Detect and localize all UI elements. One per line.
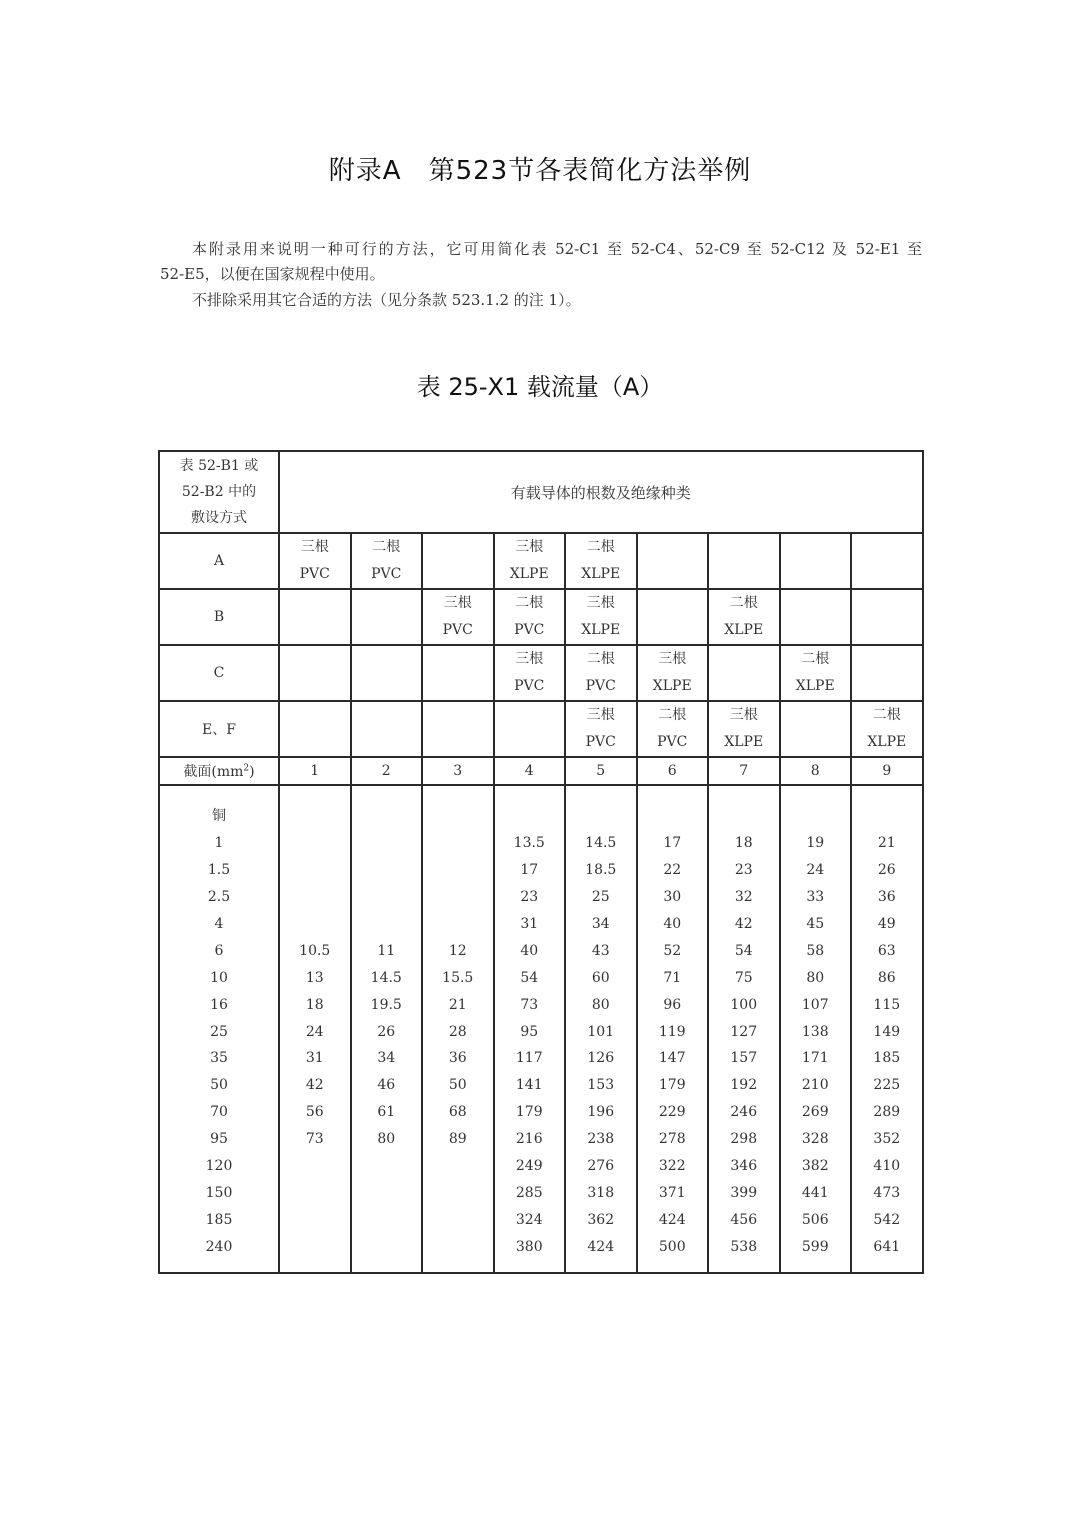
ampacity-value: 14.5: [585, 834, 617, 851]
conductor-count: [352, 646, 422, 673]
ampacity-value: 26: [877, 861, 896, 878]
method-cell: [422, 645, 494, 701]
ampacity-value: 17: [663, 834, 682, 851]
insulation-type: [852, 673, 922, 700]
ampacity-value: 23: [520, 888, 539, 905]
ampacity-value: 157: [730, 1050, 758, 1067]
insulation-type: [423, 561, 493, 588]
method-cell: [780, 701, 852, 757]
insulation-type: [352, 617, 422, 644]
insulation-type: [781, 617, 851, 644]
ampacity-value: 298: [730, 1131, 758, 1148]
ampacity-value: 246: [730, 1104, 758, 1121]
ampacity-value: 599: [801, 1239, 829, 1256]
conductor-count: 三根: [300, 539, 329, 555]
conductor-count: [280, 590, 350, 617]
conductor-count: [280, 702, 350, 729]
ampacity-value: 126: [587, 1050, 615, 1067]
method-cell: [422, 701, 494, 757]
ampacity-value: 179: [658, 1077, 686, 1094]
ampacity-value: 42: [305, 1077, 324, 1094]
header-method-line: 52-B2 中的: [181, 484, 257, 500]
insulation-type: PVC: [371, 566, 402, 582]
section-value: 1.5: [207, 861, 231, 878]
conductor-count: 三根: [729, 707, 758, 723]
ampacity-value: 362: [587, 1212, 615, 1229]
ampacity-value: 19: [806, 834, 825, 851]
ampacity-value: 50: [448, 1077, 467, 1094]
method-cell: [279, 645, 351, 701]
ampacity-value: 115: [873, 996, 901, 1013]
method-cell: [851, 645, 923, 701]
intro-paragraph-2: 不排除采用其它合适的方法（见分条款 523.1.2 的注 1）。: [192, 291, 581, 309]
conductor-count: 二根: [658, 707, 687, 723]
section-value: 1: [214, 834, 224, 851]
insulation-type: XLPE: [795, 678, 835, 694]
ampacity-value: 95: [520, 1023, 539, 1040]
ampacity-value: 19.5: [370, 996, 402, 1013]
ampacity-value: 473: [873, 1185, 901, 1202]
ampacity-value: 80: [377, 1131, 396, 1148]
method-cell: [708, 533, 780, 589]
method-cell: [708, 645, 780, 701]
section-value: 185: [205, 1212, 233, 1229]
conductor-count: 二根: [586, 651, 615, 667]
conductor-count: 二根: [872, 707, 901, 723]
method-cell: [565, 533, 637, 589]
ampacity-value: 32: [734, 888, 753, 905]
method-cell: [851, 701, 923, 757]
ampacity-value: 318: [587, 1185, 615, 1202]
ampacity-value: 138: [801, 1023, 829, 1040]
conductor-count: [423, 534, 493, 561]
column-number: 7: [708, 757, 780, 785]
method-cell: [565, 645, 637, 701]
insulation-type: [423, 729, 493, 756]
ampacity-value: 100: [730, 996, 758, 1013]
method-cell: [494, 645, 566, 701]
ampacity-value: 641: [873, 1239, 901, 1256]
ampacity-value: 31: [520, 915, 539, 932]
ampacity-value: 153: [587, 1077, 615, 1094]
ampacity-value: 43: [591, 942, 610, 959]
ampacity-value: 40: [520, 942, 539, 959]
ampacity-value: 371: [658, 1185, 686, 1202]
insulation-type: [638, 617, 708, 644]
insulation-type: XLPE: [509, 566, 549, 582]
ampacity-column: [351, 785, 423, 1273]
data-row: [159, 785, 923, 1273]
method-row: [159, 645, 923, 701]
spacer: [781, 803, 851, 830]
conductor-count: 二根: [515, 595, 544, 611]
ampacity-value: 119: [658, 1023, 686, 1040]
ampacity-value: 73: [305, 1131, 324, 1148]
column-number: 5: [565, 757, 637, 785]
ampacity-value: 40: [663, 915, 682, 932]
conductor-count: 三根: [515, 651, 544, 667]
insulation-type: PVC: [442, 622, 473, 638]
ampacity-value: 49: [877, 915, 896, 932]
column-number-row: [159, 757, 923, 785]
ampacity-value: 538: [730, 1239, 758, 1256]
ampacity-value: 179: [515, 1104, 543, 1121]
ampacity-column: [494, 785, 566, 1273]
ampacity-value: 28: [448, 1023, 467, 1040]
ampacity-value: 54: [520, 969, 539, 986]
ampacity-value: 75: [734, 969, 753, 986]
method-cell: [851, 589, 923, 645]
conductor-count: [781, 590, 851, 617]
ampacity-value: 456: [730, 1212, 758, 1229]
column-number: 8: [780, 757, 852, 785]
insulation-type: [709, 561, 779, 588]
page-title: 附录A 第523节各表简化方法举例: [328, 156, 752, 186]
section-value: 6: [214, 942, 224, 959]
column-number: 9: [851, 757, 923, 785]
ampacity-value: 33: [806, 888, 825, 905]
ampacity-value: 21: [877, 834, 896, 851]
ampacity-value: 17: [520, 861, 539, 878]
ampacity-value: 18: [305, 996, 324, 1013]
ampacity-value: 56: [305, 1104, 324, 1121]
method-cell: [637, 645, 709, 701]
conductor-count: [852, 534, 922, 561]
ampacity-value: 171: [801, 1050, 829, 1067]
header-method-line: 表 52-B1 或: [179, 458, 259, 474]
ampacity-value: 86: [877, 969, 896, 986]
spacer: [352, 911, 422, 938]
ampacity-value: 96: [663, 996, 682, 1013]
ampacity-value: 58: [806, 942, 825, 959]
column-number: 6: [637, 757, 709, 785]
ampacity-value: 328: [801, 1131, 829, 1148]
method-cell: [351, 645, 423, 701]
method-cell: [494, 533, 566, 589]
ampacity-value: 30: [663, 888, 682, 905]
ampacity-value: 13: [305, 969, 324, 986]
method-cell: [494, 701, 566, 757]
insulation-type: XLPE: [724, 734, 764, 750]
ampacity-value: 13.5: [513, 834, 545, 851]
insulation-type: PVC: [585, 678, 616, 694]
method-label: C: [159, 645, 279, 701]
insulation-type: PVC: [299, 566, 330, 582]
conductor-count: [638, 534, 708, 561]
conductor-count: [423, 646, 493, 673]
conductor-count: [352, 590, 422, 617]
ampacity-value: 26: [377, 1023, 396, 1040]
ampacity-column: [708, 785, 780, 1273]
insulation-type: [852, 561, 922, 588]
intro-line-2: 52-E5，以便在国家规程中使用。: [160, 265, 385, 283]
section-label-end: ): [249, 764, 255, 780]
ampacity-value: 380: [515, 1239, 543, 1256]
ampacity-value: 71: [663, 969, 682, 986]
method-cell: [780, 645, 852, 701]
method-cell: [565, 701, 637, 757]
method-cell: [637, 589, 709, 645]
conductor-count: 三根: [586, 595, 615, 611]
ampacity-value: 21: [448, 996, 467, 1013]
section-value: 25: [210, 1023, 228, 1040]
ampacity-value: 36: [448, 1050, 467, 1067]
conductor-count: [638, 590, 708, 617]
section-value: 4: [214, 915, 224, 932]
ampacity-value: 192: [730, 1077, 758, 1094]
conductor-count: [852, 646, 922, 673]
ampacity-value: 80: [591, 996, 610, 1013]
ampacity-value: 289: [873, 1104, 901, 1121]
method-cell: [279, 701, 351, 757]
method-label: E、F: [159, 701, 279, 757]
ampacity-value: 61: [377, 1104, 396, 1121]
conductor-count: [495, 702, 565, 729]
insulation-type: XLPE: [724, 622, 764, 638]
method-cell: [351, 701, 423, 757]
ampacity-value: 52: [663, 942, 682, 959]
ampacity-value: 346: [730, 1158, 758, 1175]
ampacity-value: 229: [658, 1104, 686, 1121]
ampacity-value: 11: [377, 942, 396, 959]
ampacity-value: 410: [873, 1158, 901, 1175]
material-label: 铜: [212, 808, 226, 825]
ampacity-value: 249: [515, 1158, 543, 1175]
ampacity-value: 278: [658, 1131, 686, 1148]
insulation-type: [352, 729, 422, 756]
section-label-text: 截面(mm: [183, 764, 244, 780]
intro-line-1: 本附录用来说明一种可行的方法，它可用简化表 52-C1 至 52-C4、52-C9 至 52-C12 及 52-E1 至: [192, 240, 922, 258]
conductor-count: 二根: [586, 539, 615, 555]
ampacity-value: 210: [801, 1077, 829, 1094]
ampacity-value: 46: [377, 1077, 396, 1094]
ampacity-value: 42: [734, 915, 753, 932]
insulation-type: XLPE: [581, 566, 621, 582]
section-label: [159, 757, 279, 785]
ampacity-value: 216: [515, 1131, 543, 1148]
ampacity-value: 36: [877, 888, 896, 905]
ampacity-value: 506: [801, 1212, 829, 1229]
ampacity-value: 147: [658, 1050, 686, 1067]
ampacity-value: 12: [448, 942, 467, 959]
section-value: 35: [210, 1050, 228, 1067]
section-value: 16: [210, 996, 228, 1013]
ampacity-value: 285: [515, 1185, 543, 1202]
ampacity-value: 60: [591, 969, 610, 986]
method-cell: [780, 533, 852, 589]
conductor-count: 三根: [515, 539, 544, 555]
conductor-count: [423, 702, 493, 729]
header-conductor-insulation: 有载导体的根数及绝缘种类: [279, 451, 923, 533]
conductor-count: 二根: [801, 651, 830, 667]
insulation-type: [423, 673, 493, 700]
column-number: 1: [279, 757, 351, 785]
section-value: 240: [205, 1239, 233, 1256]
ampacity-value: 322: [658, 1158, 686, 1175]
ampacity-value: 424: [658, 1212, 686, 1229]
conductor-count: 二根: [729, 595, 758, 611]
insulation-type: XLPE: [581, 622, 621, 638]
spacer: [852, 803, 922, 830]
spacer: [423, 911, 493, 938]
method-cell: [279, 589, 351, 645]
method-label: A: [159, 533, 279, 589]
conductor-count: [852, 590, 922, 617]
method-cell: [422, 589, 494, 645]
spacer: [638, 803, 708, 830]
method-cell: [637, 533, 709, 589]
method-cell: [351, 533, 423, 589]
conductor-count: [709, 534, 779, 561]
conductor-count: 三根: [658, 651, 687, 667]
method-row: [159, 589, 923, 645]
method-row: [159, 701, 923, 757]
ampacity-value: 225: [873, 1077, 901, 1094]
ampacity-value: 18: [734, 834, 753, 851]
section-value: 95: [210, 1131, 228, 1148]
insulation-type: PVC: [514, 678, 545, 694]
conductor-count: 三根: [586, 707, 615, 723]
method-cell: [422, 533, 494, 589]
method-cell: [637, 701, 709, 757]
ampacity-value: 14.5: [370, 969, 402, 986]
insulation-type: XLPE: [867, 734, 907, 750]
ampacity-column: [851, 785, 923, 1273]
section-value: 10: [210, 969, 228, 986]
ampacity-value: 73: [520, 996, 539, 1013]
ampacity-value: 276: [587, 1158, 615, 1175]
conductor-count: [709, 646, 779, 673]
spacer: [566, 803, 636, 830]
insulation-type: [280, 617, 350, 644]
insulation-type: [852, 617, 922, 644]
ampacity-value: 31: [305, 1050, 324, 1067]
conductor-count: 三根: [443, 595, 472, 611]
ampacity-value: 101: [587, 1023, 615, 1040]
insulation-type: XLPE: [652, 678, 692, 694]
ampacity-value: 399: [730, 1185, 758, 1202]
insulation-type: [709, 673, 779, 700]
column-number: 4: [494, 757, 566, 785]
ampacity-value: 45: [806, 915, 825, 932]
ampacity-value: 185: [873, 1050, 901, 1067]
column-number: 3: [422, 757, 494, 785]
ampacity-value: 424: [587, 1239, 615, 1256]
insulation-type: [781, 729, 851, 756]
insulation-type: [638, 561, 708, 588]
ampacity-column: [780, 785, 852, 1273]
insulation-type: PVC: [514, 622, 545, 638]
ampacity-value: 500: [658, 1239, 686, 1256]
method-cell: [851, 533, 923, 589]
ampacity-value: 441: [801, 1185, 829, 1202]
ampacity-value: 196: [587, 1104, 615, 1121]
ampacity-value: 15.5: [442, 969, 474, 986]
section-value: 2.5: [207, 888, 231, 905]
section-value: 70: [210, 1104, 228, 1121]
ampacity-value: 34: [591, 915, 610, 932]
ampacity-value: 68: [448, 1104, 467, 1121]
intro-paragraph-1: [160, 237, 922, 287]
method-cell: [708, 701, 780, 757]
ampacity-value: 10.5: [299, 942, 331, 959]
ampacity-value: 382: [801, 1158, 829, 1175]
ampacity-value: 269: [801, 1104, 829, 1121]
ampacity-value: 324: [515, 1212, 543, 1229]
insulation-type: [352, 673, 422, 700]
insulation-type: [280, 729, 350, 756]
method-cell: [279, 533, 351, 589]
conductor-count: 二根: [372, 539, 401, 555]
method-cell: [494, 589, 566, 645]
ampacity-value: 80: [806, 969, 825, 986]
ampacity-value: 89: [448, 1131, 467, 1148]
section-label-superscript: 2: [243, 763, 250, 774]
header-method-line: 敷设方式: [191, 510, 247, 526]
ampacity-value: 107: [801, 996, 829, 1013]
spacer: [709, 803, 779, 830]
spacer: [280, 911, 350, 938]
insulation-type: [495, 729, 565, 756]
ampacity-value: 34: [377, 1050, 396, 1067]
ampacity-value: 141: [515, 1077, 543, 1094]
method-label: B: [159, 589, 279, 645]
ampacity-value: 149: [873, 1023, 901, 1040]
ampacity-value: 25: [591, 888, 610, 905]
insulation-type: [280, 673, 350, 700]
ampacity-value: 117: [515, 1050, 543, 1067]
ampacity-value: 54: [734, 942, 753, 959]
method-cell: [565, 589, 637, 645]
ampacity-value: 352: [873, 1131, 901, 1148]
ampacity-column: [565, 785, 637, 1273]
column-number: 2: [351, 757, 423, 785]
section-value: 50: [210, 1077, 228, 1094]
insulation-type: [781, 561, 851, 588]
ampacity-value: 24: [806, 861, 825, 878]
conductor-count: [781, 702, 851, 729]
method-cell: [780, 589, 852, 645]
spacer: [495, 803, 565, 830]
insulation-type: PVC: [657, 734, 688, 750]
method-cell: [708, 589, 780, 645]
table-title: 表 25-X1 载流量（A）: [416, 373, 664, 401]
ampacity-column: [422, 785, 494, 1273]
current-capacity-table: [158, 450, 924, 1274]
ampacity-column: [637, 785, 709, 1273]
ampacity-value: 22: [663, 861, 682, 878]
ampacity-value: 24: [305, 1023, 324, 1040]
insulation-type: PVC: [585, 734, 616, 750]
method-row: [159, 533, 923, 589]
ampacity-value: 542: [873, 1212, 901, 1229]
section-value: 120: [205, 1158, 233, 1175]
ampacity-column: [279, 785, 351, 1273]
conductor-count: [781, 534, 851, 561]
ampacity-value: 63: [877, 942, 896, 959]
conductor-count: [352, 702, 422, 729]
header-installation-method: [159, 451, 279, 533]
method-cell: [351, 589, 423, 645]
ampacity-value: 127: [730, 1023, 758, 1040]
ampacity-value: 238: [587, 1131, 615, 1148]
conductor-count: [280, 646, 350, 673]
ampacity-value: 18.5: [585, 861, 617, 878]
section-column: [159, 785, 279, 1273]
section-value: 150: [205, 1185, 233, 1202]
ampacity-value: 23: [734, 861, 753, 878]
